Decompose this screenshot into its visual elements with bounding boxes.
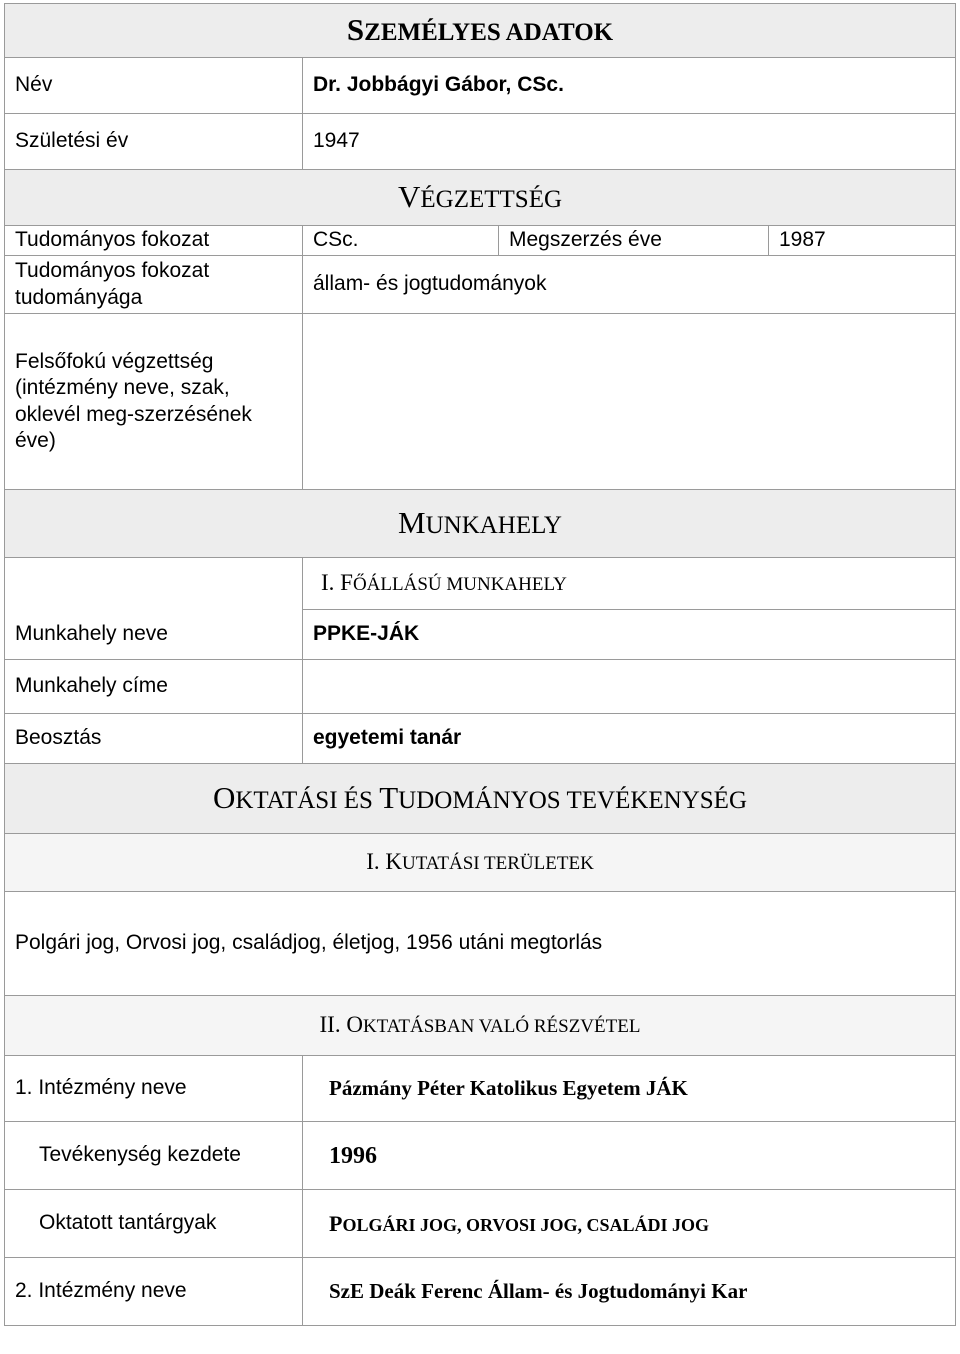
workplace-name-value: PPKE-JÁK	[303, 610, 956, 660]
degree-year-label: Megszerzés éve	[499, 226, 769, 256]
cv-document	[4, 3, 955, 1326]
workplace-address-label: Munkahely címe	[5, 660, 303, 714]
activity-start-label: Tevékenység kezdete	[5, 1122, 303, 1190]
degree-field-label: Tudományos fokozat tudományága	[5, 256, 303, 314]
degree-label: Tudományos fokozat	[5, 226, 303, 256]
workplace-address-value	[303, 660, 956, 714]
birth-year-label: Születési év	[5, 114, 303, 170]
research-heading: I. KUTATÁSI TERÜLETEK	[5, 834, 956, 892]
institution-1-value: Pázmány Péter Katolikus Egyetem JÁK	[303, 1056, 956, 1122]
teaching-heading: II. OKTATÁSBAN VALÓ RÉSZVÉTEL	[5, 996, 956, 1056]
cv-table	[4, 3, 956, 1326]
research-areas-text: Polgári jog, Orvosi jog, családjog, életjog, 1956 utáni megtorlás	[5, 892, 956, 996]
institution-2-value: SzE Deák Ferenc Állam- és Jogtudományi Kar	[303, 1258, 956, 1326]
name-value: Dr. Jobbágyi Gábor, CSc.	[303, 58, 956, 114]
workplace-heading: MUNKAHELY	[5, 490, 956, 558]
degree-field-value: állam- és jogtudományok	[303, 256, 956, 314]
main-workplace-heading: I. FŐÁLLÁSÚ MUNKAHELY	[303, 558, 956, 610]
degree-value: CSc.	[303, 226, 499, 256]
birth-year-value: 1947	[303, 114, 956, 170]
position-label: Beosztás	[5, 714, 303, 764]
higher-education-label: Felsőfokú végzettség (intézmény neve, szak, oklevél meg-szerzésének éve)	[5, 314, 303, 490]
institution-2-label: 2. Intézmény neve	[5, 1258, 303, 1326]
higher-education-value	[303, 314, 956, 490]
activity-heading: OKTATÁSI ÉS TUDOMÁNYOS TEVÉKENYSÉG	[5, 764, 956, 834]
workplace-name-label: Munkahely neve	[5, 610, 303, 660]
position-value: egyetemi tanár	[303, 714, 956, 764]
subjects-label: Oktatott tantárgyak	[5, 1190, 303, 1258]
education-heading: VÉGZETTSÉG	[5, 170, 956, 226]
activity-start-value: 1996	[303, 1122, 956, 1190]
personal-heading: SZEMÉLYES ADATOK	[5, 4, 956, 58]
subjects-value: POLGÁRI JOG, ORVOSI JOG, CSALÁDI JOG	[303, 1190, 956, 1258]
name-label: Név	[5, 58, 303, 114]
institution-1-label: 1. Intézmény neve	[5, 1056, 303, 1122]
degree-year-value: 1987	[769, 226, 956, 256]
